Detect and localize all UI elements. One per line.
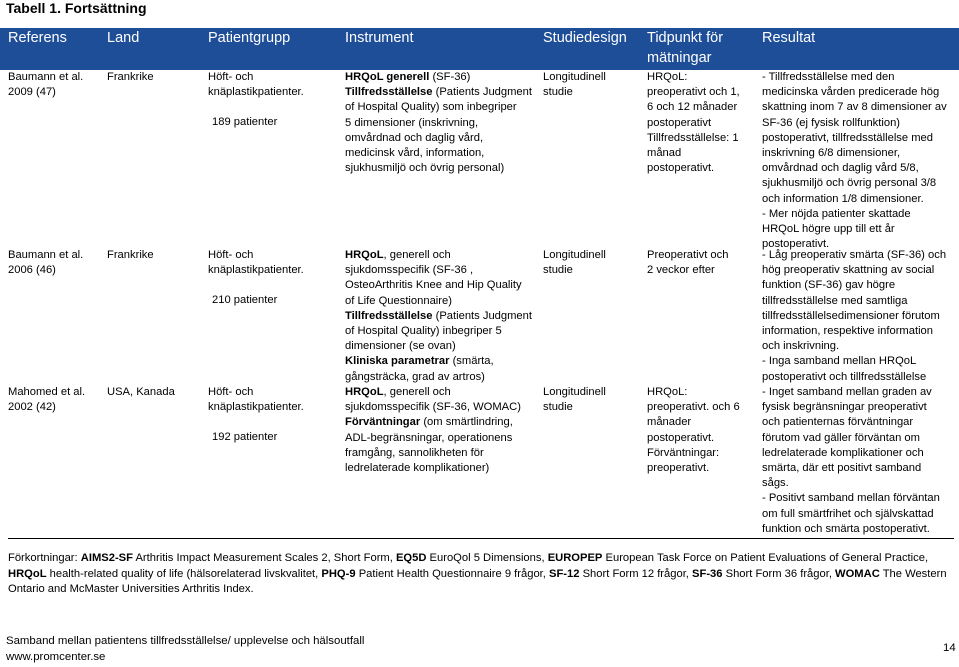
result-cell-line: smärta, där ett positivt samband xyxy=(762,462,922,475)
header-referens: Referens xyxy=(8,30,67,46)
patient-count: 192 patienter xyxy=(212,431,278,444)
instrument-line xyxy=(345,70,532,85)
instrument-line xyxy=(345,116,532,131)
abbreviation-text: EuroQol 5 Dimensions, xyxy=(426,552,548,564)
instrument-line xyxy=(345,324,532,339)
instrument-text: (Patients Judgment xyxy=(432,86,532,99)
result-cell-line: HRQoL högre upp till ett år xyxy=(762,223,895,236)
timepoint-cell-line: Förväntningar: xyxy=(647,446,720,459)
reference-cell-line: 2002 (42) xyxy=(8,401,56,414)
reference-cell xyxy=(8,70,83,100)
header-instrument: Instrument xyxy=(345,30,414,46)
result-cell-line: SF-36 (ej fysisk rollfunktion) xyxy=(762,116,901,129)
study-design-cell xyxy=(543,248,606,278)
patient-count: 189 patienter xyxy=(212,116,278,129)
timepoint-cell-line: Preoperativt och xyxy=(647,249,729,261)
patient-group-cell-line: Höft- och xyxy=(208,249,254,261)
result-cell-line: om full smärtfrihet och självskattad xyxy=(762,507,934,520)
study-design-cell-line: studie xyxy=(543,86,573,99)
timepoint-cell-line: månader xyxy=(647,416,692,429)
instrument-line xyxy=(345,354,532,369)
instrument-line xyxy=(345,400,521,415)
instrument-line xyxy=(345,309,532,324)
result-cell-line: omvårdnad och daglig vård 5/8, xyxy=(762,162,919,175)
instrument-line xyxy=(345,248,532,263)
abbreviation-text: health-related quality of life (hälsorelaterad livskvalitet, xyxy=(46,567,322,580)
instrument-line xyxy=(345,446,521,461)
instrument-line xyxy=(345,385,521,400)
instrument-cell xyxy=(345,70,532,176)
col-divider xyxy=(640,70,641,542)
instrument-line xyxy=(345,294,532,309)
footnote xyxy=(8,551,953,598)
study-design-cell-line: Longitudinell xyxy=(543,249,606,261)
instrument-bold-term: Förväntningar xyxy=(345,416,421,429)
header-patientgrupp: Patientgrupp xyxy=(208,30,291,46)
instrument-text: (Patients Judgment xyxy=(432,309,532,322)
result-cell-line: information, respektive information xyxy=(762,325,933,338)
footnote-divider xyxy=(8,538,954,539)
reference-cell-line: Baumann et al. xyxy=(8,249,84,261)
instrument-text: medicinsk vård, information, xyxy=(345,147,485,160)
instrument-cell xyxy=(345,385,521,476)
result-cell-line: inskrivning 6/8 dimensioner, xyxy=(762,147,901,160)
table-title: Tabell 1. Fortsättning xyxy=(6,0,147,16)
instrument-line xyxy=(345,263,532,278)
instrument-line xyxy=(345,461,521,476)
instrument-line xyxy=(345,370,532,385)
patient-group-cell-line: knäplastikpatienter. xyxy=(208,264,304,277)
country-cell: Frankrike xyxy=(107,71,154,83)
instrument-bold-term: HRQoL generell xyxy=(345,71,430,83)
instrument-text: , generell och xyxy=(383,249,451,261)
instrument-text: of Life Questionnaire) xyxy=(345,294,452,307)
abbreviation-text: Förkortningar: xyxy=(8,552,81,564)
result-cell-line: sjukhusmiljö och övrig personal 3/8 xyxy=(762,177,937,190)
result-cell-line: - Låg preoperativ smärta (SF-36) och xyxy=(762,249,947,261)
col-divider xyxy=(100,70,101,542)
abbreviation-term: SF-12 xyxy=(549,567,580,580)
timepoint-cell xyxy=(647,70,740,176)
result-cell-line: - Inga samband mellan HRQoL xyxy=(762,355,917,368)
timepoint-cell-line: HRQoL: xyxy=(647,386,688,398)
instrument-bold-term: Tillfredsställelse xyxy=(345,309,433,322)
instrument-text: OsteoArthritis Knee and Hip Quality xyxy=(345,279,522,292)
timepoint-cell xyxy=(647,248,728,278)
instrument-line xyxy=(345,146,532,161)
abbreviation-text: Short Form 12 frågor, xyxy=(579,567,693,580)
result-cell-line: medicinska vården predicerade hög xyxy=(762,86,940,99)
result-cell xyxy=(762,385,940,537)
source-title: Samband mellan patientens tillfredsställelse/ upplevelse och hälsoutfall xyxy=(6,635,365,647)
result-cell-line: tillfredsställelsedimensioner förutom xyxy=(762,309,940,322)
timepoint-cell-line: månad xyxy=(647,147,682,160)
study-design-cell xyxy=(543,70,606,100)
country-cell: Frankrike xyxy=(107,249,154,261)
instrument-text: omvårdnad och daglig vård, xyxy=(345,131,484,144)
instrument-bold-term: HRQoL xyxy=(345,386,384,398)
instrument-line xyxy=(345,431,521,446)
result-cell-line: - Mer nöjda patienter skattade xyxy=(762,207,911,220)
result-cell-line: funktion och smärta postoperativt. xyxy=(762,522,930,535)
reference-cell xyxy=(8,248,83,278)
timepoint-cell-line: postoperativt xyxy=(647,116,712,129)
abbreviation-term: PHQ-9 xyxy=(321,567,356,580)
source-info xyxy=(6,634,364,665)
country-cell: USA, Kanada xyxy=(107,386,175,398)
result-cell-line: - Positivt samband mellan förväntan xyxy=(762,492,940,505)
result-cell-line: postoperativt och tillfredsställelse xyxy=(762,370,927,383)
instrument-line xyxy=(345,339,532,354)
timepoint-cell-line: 6 och 12 månader xyxy=(647,101,738,114)
result-cell-line: tillfredsställelse med samtliga xyxy=(762,294,908,307)
header-tidpunkt-2: mätningar xyxy=(647,50,712,66)
source-url[interactable]: www.promcenter.se xyxy=(6,650,106,663)
patient-group-cell xyxy=(208,70,304,131)
patient-group-cell xyxy=(208,248,304,309)
instrument-text: sjukhusmiljö och övrig personal) xyxy=(345,162,505,175)
result-cell-line: postoperativt, tillfredsställelse med xyxy=(762,131,933,144)
timepoint-cell-line: Tillfredsställelse: 1 xyxy=(647,131,739,144)
patient-group-cell-line: Höft- och xyxy=(208,386,254,398)
instrument-text: 5 dimensioner (inskrivning, xyxy=(345,116,479,129)
study-design-cell-line: studie xyxy=(543,264,573,277)
reference-cell-line: 2006 (46) xyxy=(8,264,56,277)
instrument-text: , generell och xyxy=(383,386,451,398)
instrument-text: sjukdomsspecifik (SF-36, WOMAC) xyxy=(345,401,521,414)
result-cell-line: hög preoperativ skattning av social xyxy=(762,264,935,277)
table-header xyxy=(0,28,959,70)
instrument-text: of Hospital Quality) inbegriper 5 xyxy=(345,325,502,338)
instrument-text: (om smärtlindring, xyxy=(420,416,513,429)
timepoint-cell-line: preoperativt. xyxy=(647,462,710,475)
result-cell-line: förutom vad gäller förväntan om xyxy=(762,431,920,444)
instrument-line xyxy=(345,100,532,115)
instrument-text: sjukdomsspecifik (SF-36 , xyxy=(345,264,474,277)
abbreviation-term: WOMAC xyxy=(835,567,880,580)
instrument-bold-term: HRQoL xyxy=(345,249,384,261)
header-studiedesign: Studiedesign xyxy=(543,30,627,46)
patient-group-cell-line: knäplastikpatienter. xyxy=(208,401,304,414)
timepoint-cell-line: preoperativt och 1, xyxy=(647,86,740,99)
abbreviation-term: SF-36 xyxy=(692,567,723,580)
abbreviation-text: Short Form 36 frågor, xyxy=(722,567,836,580)
reference-cell-line: 2009 (47) xyxy=(8,86,56,99)
timepoint-cell-line: preoperativt. och 6 xyxy=(647,401,740,414)
instrument-text: of Hospital Quality) som inbegriper xyxy=(345,101,517,114)
result-cell-line: ledrelaterade komplikationer och xyxy=(762,446,924,459)
instrument-line xyxy=(345,415,521,430)
timepoint-cell-line: 2 veckor efter xyxy=(647,264,715,277)
reference-cell-line: Mahomed et al. xyxy=(8,386,86,398)
instrument-bold-term: Kliniska parametrar xyxy=(345,355,450,368)
study-design-cell-line: studie xyxy=(543,401,573,414)
abbreviation-term: AIMS2-SF xyxy=(80,552,133,564)
instrument-bold-term: Tillfredsställelse xyxy=(345,86,433,99)
instrument-text: ledrelaterade komplikationer) xyxy=(345,462,490,475)
instrument-line xyxy=(345,278,532,293)
result-cell-line: och inskrivning. xyxy=(762,340,840,353)
reference-cell-line: Baumann et al. xyxy=(8,71,84,83)
patient-group-cell-line: knäplastikpatienter. xyxy=(208,86,304,99)
instrument-text: dimensioner (se ovan) xyxy=(345,340,456,353)
instrument-text: (SF-36) xyxy=(429,71,471,83)
instrument-line xyxy=(345,85,532,100)
abbreviation-text: The Western Ontario and McMaster Universities Arthritis Index. xyxy=(8,567,947,596)
result-cell xyxy=(762,70,947,252)
instrument-cell xyxy=(345,248,532,385)
col-divider xyxy=(754,70,755,542)
abbreviation-text: Arthritis Impact Measurement Scales 2, Short Form, xyxy=(132,552,396,564)
study-design-cell-line: Longitudinell xyxy=(543,386,606,398)
abbreviation-text: Patient Health Questionnaire 9 frågor, xyxy=(355,567,550,580)
instrument-text: ADL-begränsningar, operationens xyxy=(345,431,513,444)
result-cell-line: funktion (SF-36) gav högre xyxy=(762,279,896,292)
result-cell xyxy=(762,248,946,385)
col-divider xyxy=(338,70,339,542)
instrument-line xyxy=(345,161,532,176)
abbreviation-term: EQ5D xyxy=(395,552,427,564)
header-land: Land xyxy=(107,30,140,46)
header-resultat: Resultat xyxy=(762,30,816,46)
page-number: 14 xyxy=(943,642,956,654)
result-cell-line: fysisk begränsningar preoperativt xyxy=(762,401,927,414)
instrument-text: framgång, sannolikheten för xyxy=(345,446,484,459)
result-cell-line: sågs. xyxy=(762,477,789,490)
col-divider xyxy=(201,70,202,542)
result-cell-line: och information 1/8 dimensioner. xyxy=(762,192,924,205)
abbreviation-term: EUROPEP xyxy=(547,552,603,564)
result-cell-line: och patienternas förväntningar xyxy=(762,416,914,429)
study-design-cell-line: Longitudinell xyxy=(543,71,606,83)
col-divider xyxy=(536,70,537,542)
patient-group-cell-line: Höft- och xyxy=(208,71,254,83)
study-design-cell xyxy=(543,385,606,415)
abbreviation-text: European Task Force on Patient Evaluations of General Practice, xyxy=(602,552,929,564)
instrument-line xyxy=(345,131,532,146)
result-cell-line: - Tillfredsställelse med den xyxy=(762,71,895,83)
result-cell-line: postoperativt. xyxy=(762,238,830,251)
timepoint-cell-line: postoperativt. xyxy=(647,431,715,444)
abbreviation-term: HRQoL xyxy=(8,567,47,580)
timepoint-cell-line: postoperativt. xyxy=(647,162,715,175)
instrument-text: gångsträcka, grad av artros) xyxy=(345,370,485,383)
instrument-text: (smärta, xyxy=(449,355,494,368)
result-cell-line: skattning inom 7 av 8 dimensioner av xyxy=(762,101,947,114)
timepoint-cell xyxy=(647,385,740,476)
timepoint-cell-line: HRQoL: xyxy=(647,71,688,83)
result-cell-line: - Inget samband mellan graden av xyxy=(762,386,932,398)
patient-count: 210 patienter xyxy=(212,294,278,307)
header-tidpunkt: Tidpunkt för xyxy=(647,30,724,46)
reference-cell xyxy=(8,385,85,415)
patient-group-cell xyxy=(208,385,304,446)
